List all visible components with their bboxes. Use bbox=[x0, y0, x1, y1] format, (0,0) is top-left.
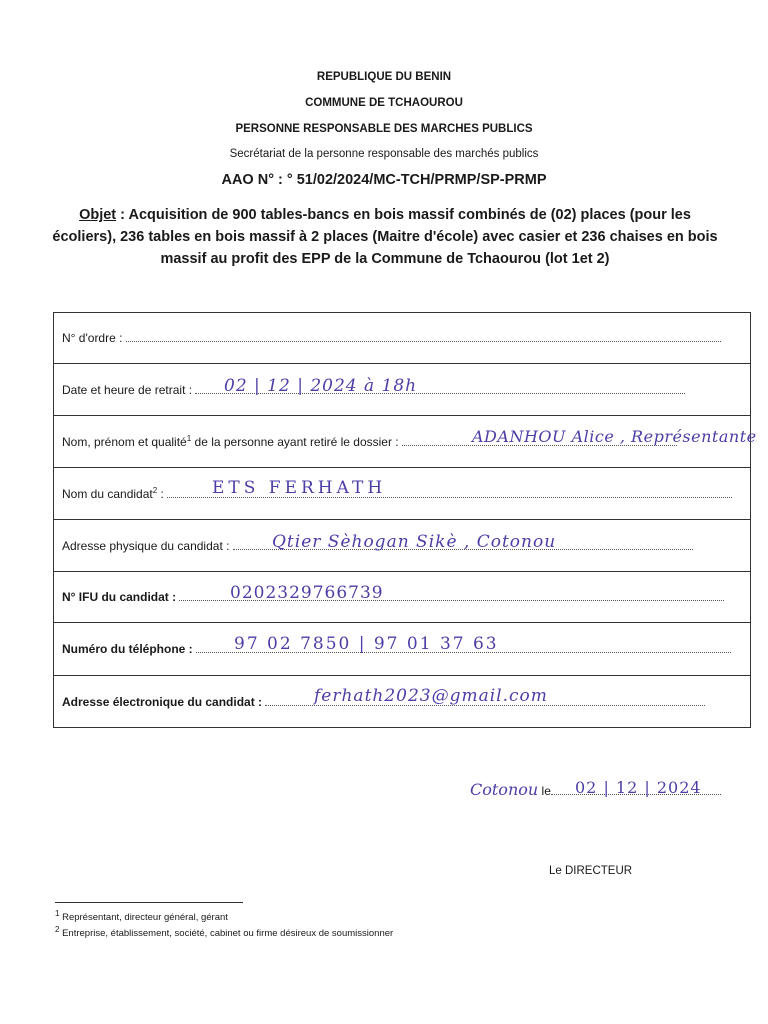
footnote-2: $^2$ Entreprise, établissement, société, cabinet ou firme désireux de soumissionner bbox=[55, 925, 394, 940]
tel-handwritten: 97 02 7850 | 97 01 37 63 bbox=[234, 634, 499, 654]
form-row-nom bbox=[54, 416, 751, 468]
form-row-candidat bbox=[54, 468, 751, 520]
date-handwritten: 02 | 12 | 2024 à 18h bbox=[224, 376, 418, 396]
objet-label: Objet bbox=[79, 207, 117, 223]
ifu-label: N° IFU du candidat : bbox=[62, 590, 177, 604]
nom-handwritten: ADANHOU Alice , Représentante bbox=[472, 427, 757, 446]
form-row-email bbox=[54, 676, 751, 728]
form-row-ordre bbox=[54, 313, 751, 364]
signature-place-date bbox=[470, 780, 721, 799]
email-label: Adresse électronique du candidat : bbox=[62, 694, 263, 709]
candidat-label: Nom du candidat$^2$ : bbox=[62, 486, 164, 501]
adresse-handwritten: Qtier Sèhogan Sikè , Cotonou bbox=[272, 532, 557, 552]
form-row-ifu bbox=[54, 572, 751, 623]
nom-label: Nom, prénom et qualité$^1$ de la personne ayant retiré le dossier : bbox=[62, 434, 399, 449]
header-commune: COMMUNE DE TCHAOUROU bbox=[305, 97, 463, 109]
signature-date: 02 | 12 | 2024 bbox=[575, 778, 702, 797]
header-secretariat: Secrétariat de la personne responsable des marchés publics bbox=[229, 148, 539, 160]
objet-paragraph bbox=[50, 204, 720, 270]
header-prmp: PERSONNE RESPONSABLE DES MARCHES PUBLICS bbox=[235, 123, 533, 135]
objet-text: : Acquisition de 900 tables-bancs en bois massif combinés de (02) places (pour les écoliers), 236 tables en bois massif à 2 places (Maitre d'école) avec casier et 236 chaises en bois massif au profit des EPP de la Commune de Tchaourou (lot 1et 2) bbox=[52, 207, 718, 267]
signature-le: le bbox=[541, 784, 551, 798]
form-row-date bbox=[54, 364, 751, 416]
ordre-label: N° d'ordre : bbox=[62, 331, 123, 345]
email-handwritten: ferhath2023@gmail.com bbox=[314, 686, 548, 706]
ordre-field[interactable] bbox=[126, 331, 721, 342]
form-row-adresse bbox=[54, 520, 751, 572]
signature-place: Cotonou bbox=[470, 780, 539, 799]
directeur-label: Le DIRECTEUR bbox=[549, 865, 633, 877]
adresse-label: Adresse physique du candidat : bbox=[62, 538, 230, 553]
ifu-handwritten: 0202329766739 bbox=[230, 583, 384, 603]
candidat-handwritten: ETS FERHATH bbox=[212, 478, 387, 498]
withdrawal-form-table bbox=[53, 312, 757, 728]
footnote-divider bbox=[55, 902, 243, 903]
form-row-tel bbox=[54, 623, 751, 676]
footnote-1: $^1$ Représentant, directeur général, gérant bbox=[55, 909, 228, 924]
header-republic: REPUBLIQUE DU BENIN bbox=[316, 71, 452, 83]
header-aao-number: AAO N° : ° 51/02/2024/MC-TCH/PRMP/SP-PRMP bbox=[221, 172, 547, 188]
date-label: Date et heure de retrait : bbox=[62, 382, 193, 397]
tel-label: Numéro du téléphone : bbox=[62, 642, 193, 656]
